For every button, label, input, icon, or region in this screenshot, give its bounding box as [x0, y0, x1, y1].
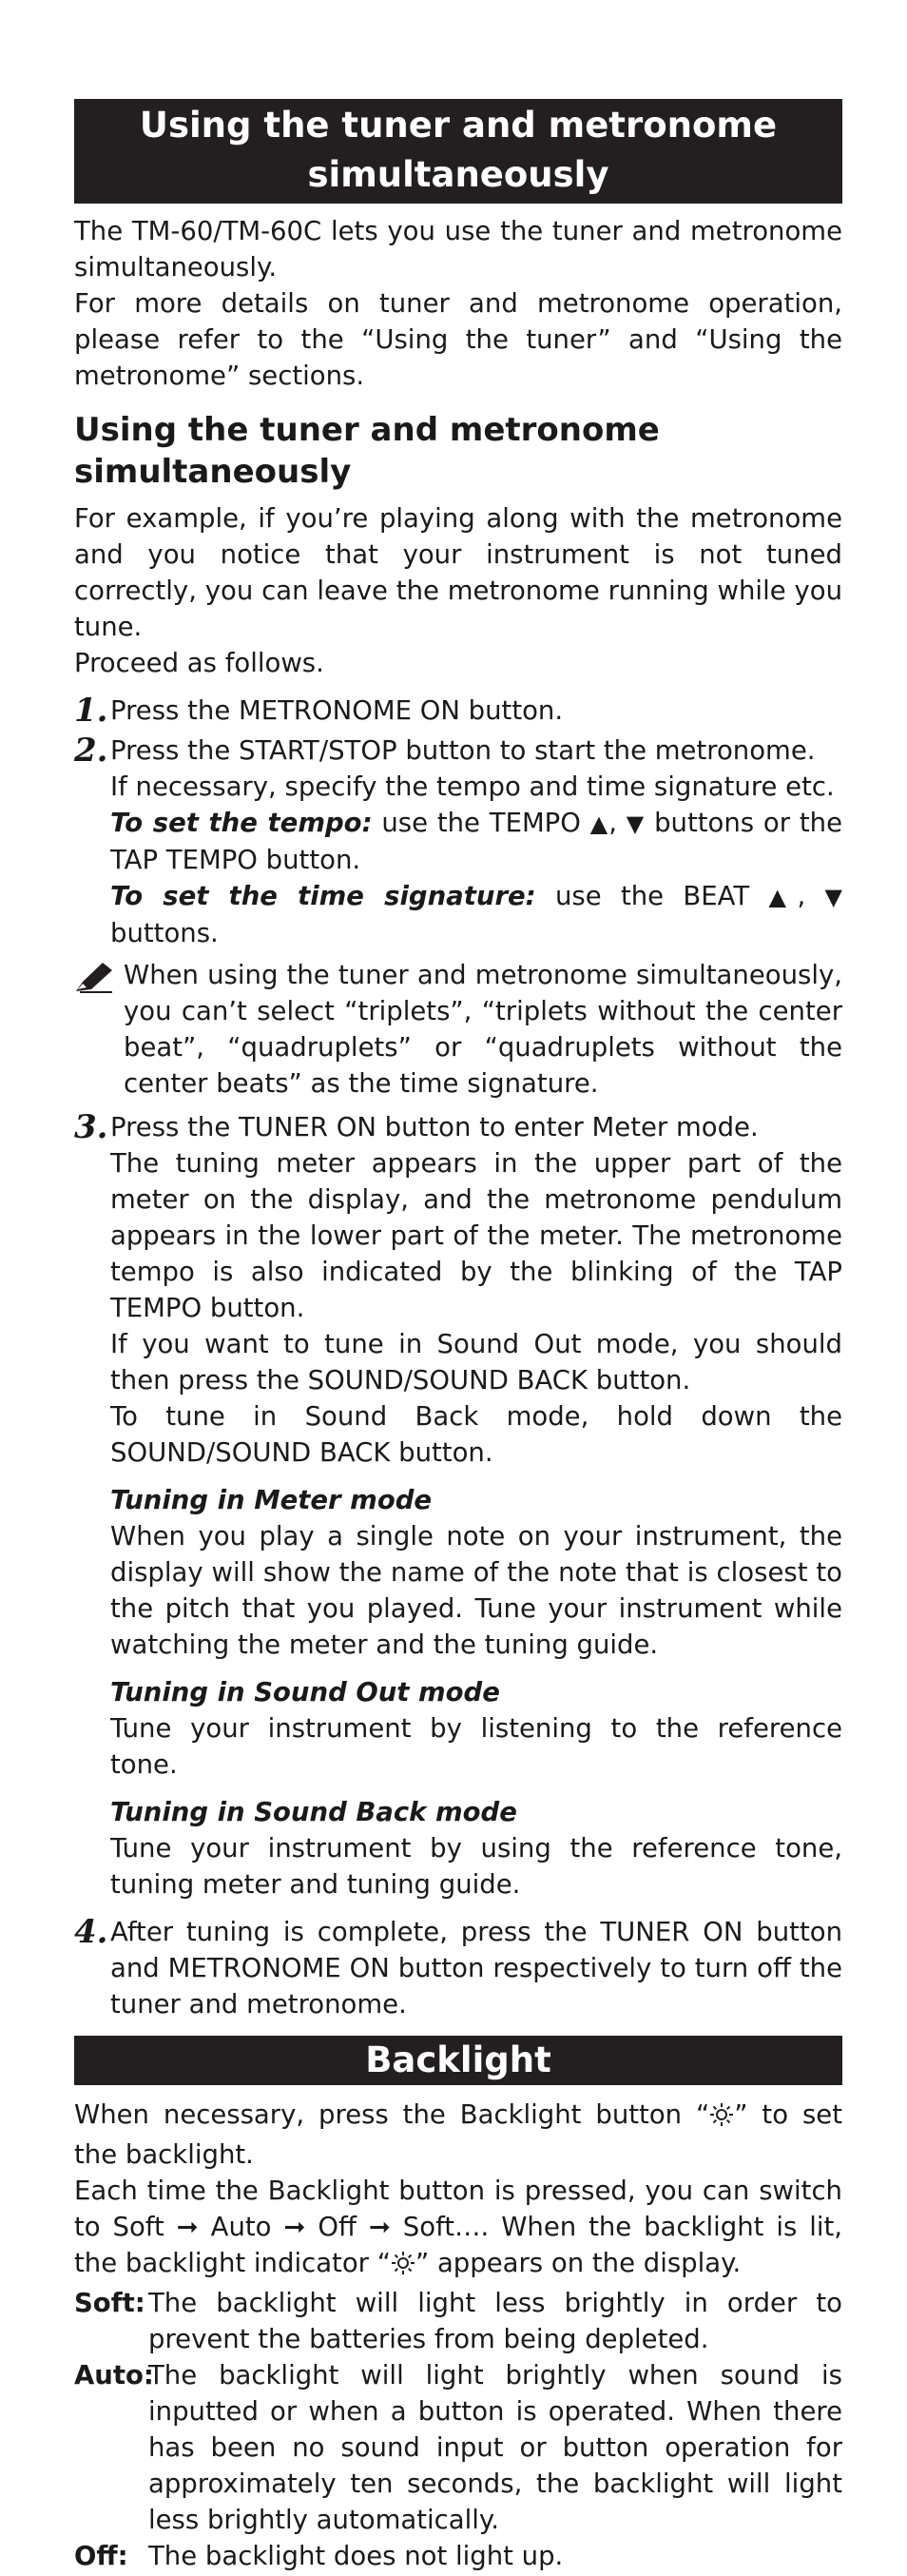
meter-mode-heading: Tuning in Meter mode	[110, 1485, 433, 1515]
note-block	[74, 957, 842, 1102]
subsection-heading: Using the tuner and metronome simultaneously	[74, 411, 660, 491]
list-item	[74, 2285, 842, 2357]
down-triangle-icon: ▼	[824, 884, 842, 910]
section-title-banner	[74, 99, 842, 204]
backlight-paragraph-1: When necessary, press the Backlight button “ ” to set the backlight.	[74, 2099, 842, 2170]
meter-mode-text: When you play a single note on your instrument, the display will show the name of the note that is closest to the pitch that you played. Tune your instrument while watching the meter and the tuning guide.	[110, 1521, 842, 1660]
backlight-sun-icon	[709, 2100, 734, 2137]
sound-back-mode-text: Tune your instrument by using the reference tone, tuning meter and tuning guide.	[110, 1833, 842, 1900]
down-triangle-icon: ▼	[626, 810, 646, 837]
mode-term: Off:	[74, 2541, 128, 2571]
list-item	[74, 2357, 842, 2538]
step-number: 2.	[74, 732, 108, 770]
step-1	[74, 693, 842, 729]
intro-paragraph-2: For more details on tuner and metronome operation, please refer to the “Using the tuner” and “Using the metronome” sections.	[74, 288, 842, 391]
mode-description: The backlight will light brightly when sound is inputted or when a button is operated. When there has been no sound input or button operation for approximately ten seconds, the backlight will light less brightly automatically.	[148, 2360, 842, 2535]
sound-out-mode-heading: Tuning in Sound Out mode	[110, 1677, 500, 1708]
step-1-text: Press the METRONOME ON button.	[110, 695, 564, 726]
sound-out-mode-text: Tune your instrument by listening to the reference tone.	[110, 1713, 842, 1780]
step-3-paragraph-4: To tune in Sound Back mode, hold down the SOUND/SOUND BACK button.	[110, 1401, 842, 1468]
step-3	[74, 1109, 842, 1903]
step-number: 4.	[74, 1913, 108, 1951]
time-signature-label: To set the time signature:	[110, 881, 536, 911]
backlight-paragraph-2: Each time the Backlight button is pressed, you can switch to Soft ➞ Auto ➞ Off ➞ Soft…. When the backlight is lit, the backlight indicator “ ” appears on the display.	[74, 2173, 842, 2285]
sound-back-mode-heading: Tuning in Sound Back mode	[110, 1797, 517, 1827]
mode-description: The backlight does not light up.	[148, 2541, 564, 2571]
step-2-text: Press the START/STOP button to start the metronome.	[110, 735, 816, 766]
mode-description: The backlight will light less brightly in order to prevent the batteries from being depleted.	[148, 2288, 842, 2354]
step-3-text: Press the TUNER ON button to enter Meter mode.	[110, 1112, 759, 1142]
step-2-text-2: If necessary, specify the tempo and time signature etc.	[110, 771, 835, 802]
mode-term: Auto:	[74, 2360, 154, 2391]
note-text: When using the tuner and metronome simultaneously, you can’t select “triplets”, “triplets without the center beat”, “quadruplets” or “quadruplets without the center beats” as the time signature.	[124, 960, 842, 1099]
intro-paragraph-1: The TM-60/TM-60C lets you use the tuner and metronome simultaneously.	[74, 216, 842, 283]
tempo-label: To set the tempo:	[110, 808, 373, 838]
mode-term: Soft:	[74, 2288, 145, 2318]
subsection-paragraph-2: Proceed as follows.	[74, 648, 324, 678]
tempo-instruction: To set the tempo: use the TEMPO ▲, ▼ buttons or the TAP TEMPO button.	[110, 808, 842, 875]
section-title-line1: Using the tuner and metronome	[139, 105, 778, 146]
backlight-mode-list	[74, 2285, 842, 2574]
step-3-paragraph-3: If you want to tune in Sound Out mode, you should then press the SOUND/SOUND BACK button.	[110, 1329, 842, 1395]
subsection-paragraph-1: For example, if you’re playing along with the metronome and you notice that your instrument is not tuned correctly, you can leave the metronome running while you tune.	[74, 503, 842, 642]
section-title-line2: simultaneously	[307, 154, 609, 195]
list-item	[74, 2538, 842, 2574]
up-triangle-icon: ▲	[589, 810, 609, 837]
time-signature-instruction: To set the time signature: use the BEAT ▲, ▼ buttons.	[110, 881, 842, 948]
up-triangle-icon: ▲	[768, 884, 798, 910]
step-number: 3.	[74, 1108, 108, 1146]
step-number: 1.	[74, 692, 108, 730]
manual-page	[74, 99, 842, 2574]
backlight-title-banner: Backlight	[74, 2036, 842, 2085]
step-2	[74, 732, 842, 951]
step-3-paragraph-2: The tuning meter appears in the upper part of the meter on the display, and the metronome pendulum appears in the lower part of the meter. The metronome tempo is also indicated by the blinking of the TAP TEMPO button.	[110, 1148, 842, 1323]
step-4	[74, 1914, 842, 2022]
step-4-text: After tuning is complete, press the TUNER ON button and METRONOME ON button respectively to turn off the tuner and metronome.	[110, 1917, 842, 2020]
backlight-indicator-icon	[391, 2249, 415, 2285]
pencil-note-icon	[74, 957, 124, 1102]
